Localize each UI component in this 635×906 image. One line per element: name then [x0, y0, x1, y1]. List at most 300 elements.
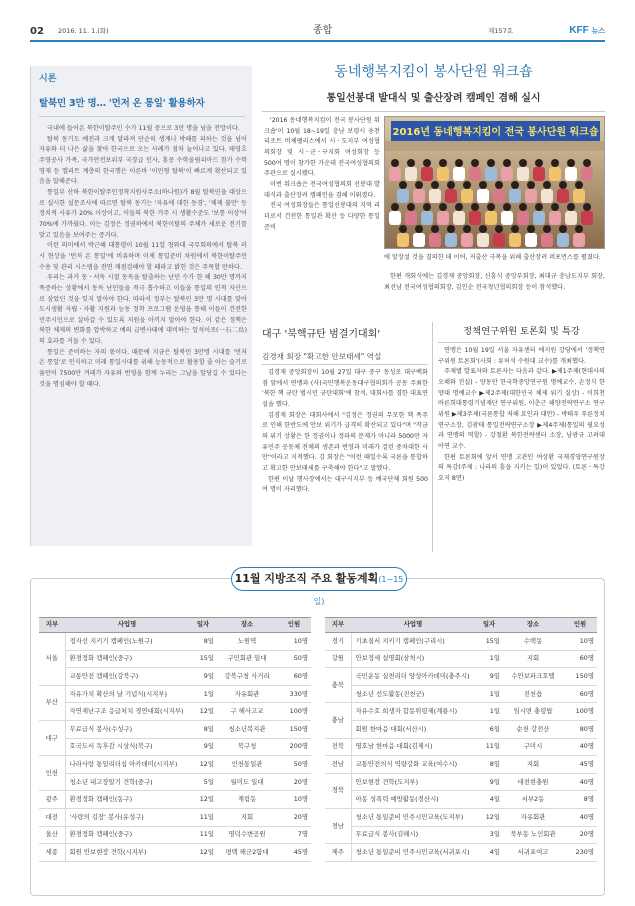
schedule-activity: 청소년 내고장알기 견학(중구)	[65, 773, 189, 791]
schedule-activity: 무료급식 봉사(김해시)	[351, 826, 475, 844]
schedule-row	[325, 720, 597, 738]
person-head	[583, 203, 591, 211]
schedule-date: 15일	[475, 633, 503, 651]
schedule-count: 40명	[563, 738, 597, 756]
person-head	[543, 225, 551, 233]
schedule-activity: 교통안전 캠페인(강북구)	[65, 668, 189, 686]
schedule-activity: 청소년 통일준비 민주시민교육(도지부)	[351, 808, 475, 826]
schedule-row	[39, 633, 311, 651]
schedule-place: 수택동	[503, 633, 563, 651]
schedule-date: 9일	[475, 668, 503, 686]
schedule-count: 10명	[277, 633, 311, 651]
person-body	[413, 233, 425, 247]
person-body	[517, 167, 529, 181]
person-head	[527, 181, 535, 189]
person-head	[551, 159, 559, 167]
person-head	[479, 225, 487, 233]
schedule-activity: 무료급식 봉사(수성구)	[65, 720, 189, 738]
schedule-count: 40명	[563, 773, 597, 791]
schedule-activity: 자유가치 확산의 날 기념식(시지부)	[65, 685, 189, 703]
schedule-region: 경북	[325, 773, 351, 808]
schedule-place: 계림동	[217, 791, 277, 809]
section-name: 종합	[313, 25, 333, 36]
schedule-date: 15일	[189, 650, 217, 668]
person-head	[527, 225, 535, 233]
schedule-date: 1일	[475, 703, 503, 721]
schedule-count: 50명	[277, 650, 311, 668]
article3-divider	[438, 342, 605, 343]
schedule-count: 150명	[563, 668, 597, 686]
schedule-date: 12일	[189, 703, 217, 721]
schedule-date: 1일	[475, 650, 503, 668]
schedule-count: 60명	[563, 650, 597, 668]
schedule-region: 인천	[39, 756, 65, 791]
schedule-activity: 호국도서 독후감 시상식(북구)	[65, 738, 189, 756]
schedule-table-left	[39, 617, 311, 862]
person-body	[421, 167, 433, 181]
person-head	[463, 225, 471, 233]
schedule-count: 45명	[277, 844, 311, 862]
schedule-count: 60명	[563, 685, 597, 703]
schedule-row	[325, 756, 597, 774]
schedule-place: 대전현충원	[503, 773, 563, 791]
person-head	[511, 181, 519, 189]
schedule-place: 서귀포여고	[503, 844, 563, 862]
column-title: 탈북민 3만 명… '먼저 온 통일' 활용하자	[39, 98, 205, 109]
col-header-place: 장소	[217, 618, 277, 633]
person-head	[439, 203, 447, 211]
schedule-activity: 환경정화 캠페인(중구)	[65, 826, 189, 844]
person-body	[477, 233, 489, 247]
person-head	[551, 203, 559, 211]
schedule-region: 대구	[39, 720, 65, 755]
schedule-region: 제주	[325, 844, 351, 862]
person-head	[415, 181, 423, 189]
schedule-title-note: (1~15일)	[313, 575, 404, 606]
schedule-date: 9일	[189, 738, 217, 756]
person-head	[519, 203, 527, 211]
article3-title: 정책연구위원 토론회 및 특강	[463, 326, 580, 337]
schedule-place: 구민회관 일대	[217, 650, 277, 668]
person-body	[405, 211, 417, 225]
schedule-row	[325, 703, 597, 721]
schedule-count: 100명	[277, 703, 311, 721]
person-body	[501, 211, 513, 225]
person-body	[461, 233, 473, 247]
person-head	[423, 203, 431, 211]
person-head	[471, 159, 479, 167]
schedule-row	[325, 844, 597, 862]
person-head	[575, 225, 583, 233]
page-header	[30, 22, 605, 42]
schedule-date: 8일	[189, 633, 217, 651]
person-head	[399, 225, 407, 233]
schedule-row	[39, 844, 311, 862]
person-head	[471, 203, 479, 211]
column-divider	[39, 116, 245, 117]
logo-text: KFF	[569, 25, 589, 36]
schedule-row	[325, 773, 597, 791]
article3-paragraph: 연맹은 10월 19일 서울 자유센터 에지원 강당에서 '정책연구위원 토론회'(사회 : 류허석 수원대 교수)를 개최했다.	[438, 347, 605, 365]
schedule-date: 9일	[189, 668, 217, 686]
page-number: 02	[30, 26, 44, 37]
article2-paragraph: 김경재 중앙회장이 10월 27일 대구 중구 동성로 대구백화점 앞에서 연맹과 (사)국민행복운동대구협의회가 공동 주최한 '북한 핵 규탄 범시민 규탄대회'에 참석, 대회사를 겸한 대표연설을 했다.	[262, 369, 428, 408]
person-body	[525, 189, 537, 203]
schedule-place: 지회	[503, 756, 563, 774]
person-head	[535, 159, 543, 167]
person-head	[439, 159, 447, 167]
person-body	[493, 233, 505, 247]
person-body	[549, 211, 561, 225]
column-separator	[432, 322, 433, 552]
person-body	[397, 189, 409, 203]
schedule-row	[39, 826, 311, 844]
person-head	[391, 159, 399, 167]
person-head	[447, 225, 455, 233]
schedule-row	[39, 720, 311, 738]
person-body	[397, 233, 409, 247]
schedule-region: 전남	[325, 756, 351, 774]
article2-divider	[262, 364, 428, 365]
schedule-row	[325, 791, 597, 809]
schedule-date: 9일	[475, 773, 503, 791]
person-body	[493, 189, 505, 203]
schedule-count: 200명	[277, 738, 311, 756]
person-body	[525, 233, 537, 247]
article3-body	[438, 346, 605, 485]
schedule-row	[39, 738, 311, 756]
schedule-row	[325, 650, 597, 668]
schedule-count: 330명	[277, 685, 311, 703]
person-body	[509, 189, 521, 203]
schedule-date: 6일	[475, 720, 503, 738]
schedule-activity: 안보정세 설명회(삼척시)	[351, 650, 475, 668]
schedule-place: 강북구청 사거리	[217, 668, 277, 686]
schedule-activity: 기초질서 지키기 캠페인(구리시)	[351, 633, 475, 651]
person-body	[573, 189, 585, 203]
schedule-place: 구 해사고교	[217, 703, 277, 721]
schedule-date: 12일	[189, 756, 217, 774]
schedule-date: 3일	[475, 826, 503, 844]
person-head	[567, 203, 575, 211]
person-head	[391, 203, 399, 211]
column-paragraph: 우리는 과거 동ㆍ서독 시절 동독을 탈출하는 난민 수가 한 해 30만 명까지 폭증하는 상황에서 동독 난민들을 적극 흡수하고 이들을 통일의 인적 자산으로 삼았던 것을 잊지 말아야 한다. 따라서 정부는 탈북민 3만 명 시대를 맞아 도시생활 자립ㆍ자활 지원과 능동 정착 프로그램 운영을 통해 이들이 건전한 민주시민으로 살아갈 수 있도록 지원을 아끼지 말아야 한다. 이 같은 정책은 북한 체제의 변화를 압박하고 예의 급변사태에 대비하는 일석이조(一石二鳥)의 효과를 거둘 수 있다.	[39, 274, 247, 346]
article3-paragraph: 한편 토론회에 앞서 연맹 고관인 여상환 국제경영연구원장의 특강(주제 : 나라의 흥을 지키는 일)이 있었다. (토론ㆍ특강 요지 8면)	[438, 453, 605, 482]
schedule-count: 10명	[563, 633, 597, 651]
person-body	[389, 167, 401, 181]
photo-banner-text: 2016년 동네행복지킴이 전국 봉사단원 워크숍	[392, 127, 599, 138]
main-lead-paragraph: 전국 여성회장들은 통일선봉대의 지역 리더로서 건전한 통일관 확산 등 다양한 통일준비	[264, 202, 380, 231]
schedule-place: 인천통일관	[217, 756, 277, 774]
schedule-activity: 회원 안보현장 견학(시지부)	[65, 844, 189, 862]
schedule-count: 80명	[563, 720, 597, 738]
main-article-divider	[262, 111, 605, 112]
person-body	[477, 189, 489, 203]
person-body	[445, 233, 457, 247]
column-paragraph: 통일부 산하 북한이탈주민정착지원사무소(하나원)가 8월 탈북민을 대상으로 실시한 설문조사에 따르면 탈북 동기는 '자유에 대한 동경', '체제 불만' 등 정치적 사유가 20% 이상이고, 이들의 북한 거주 시 생활수준도 '보통 이상'이 70%에 가까웠다. 이는 김정은 정권하에서 북한이탈의 주체가 새로운 전기를 맞고 있음을 보여주는 증거다.	[39, 188, 247, 239]
person-head	[399, 181, 407, 189]
col-header-activity: 사업명	[65, 618, 189, 633]
article2-paragraph: 김경재 회장은 대회사에서 "김정은 정권의 무모한 핵 폭주로 인해 한반도에 안보 위기가 급격히 확산되고 있다"며 "작금의 위기 상황은 한 정권이나 정파의 문제가 아니라 5000만 자유민주 공동체 전체의 생존과 번영과 미래가 걸린 중차대한 사안"이라고 지적했다. 김 회장은 "이런 때일수록 국론을 통합하고 확고한 안보태세를 구축해야 한다"고 말했다.	[262, 411, 428, 472]
schedule-count: 20명	[563, 826, 597, 844]
schedule-row	[39, 773, 311, 791]
issue-number: 제157호	[488, 27, 513, 35]
person-body	[429, 233, 441, 247]
schedule-row	[39, 808, 311, 826]
schedule-region: 충남	[325, 703, 351, 738]
schedule-box	[30, 572, 605, 896]
header-rule	[30, 40, 605, 42]
person-head	[463, 181, 471, 189]
schedule-place: 구미시	[503, 738, 563, 756]
schedule-place: 임시면 충령탑	[503, 703, 563, 721]
person-head	[543, 181, 551, 189]
col-header-date: 일자	[189, 618, 217, 633]
schedule-region: 부산	[39, 685, 65, 720]
schedule-activity: 청소년 선도활동(진천군)	[351, 685, 475, 703]
person-head	[431, 225, 439, 233]
schedule-count: 20명	[277, 808, 311, 826]
schedule-count: 150명	[277, 720, 311, 738]
schedule-count: 10명	[277, 791, 311, 809]
person-body	[501, 167, 513, 181]
person-body	[565, 211, 577, 225]
person-head	[567, 159, 575, 167]
person-body	[541, 233, 553, 247]
person-head	[559, 225, 567, 233]
person-body	[437, 167, 449, 181]
person-body	[413, 189, 425, 203]
schedule-row	[39, 668, 311, 686]
col-header-region: 지부	[39, 618, 65, 633]
schedule-table-right	[325, 617, 597, 862]
schedule-place: 자유회관	[503, 808, 563, 826]
person-body	[541, 189, 553, 203]
schedule-place: 북부동 노인회관	[503, 826, 563, 844]
person-body	[429, 189, 441, 203]
person-body	[453, 211, 465, 225]
main-article-continued: 에 앞장설 것을 결의한 데 이어, 저출산 극복을 위해 출산장려 퍼포먼스를 펼쳤다.	[384, 254, 601, 261]
person-head	[503, 159, 511, 167]
schedule-activity: 영호남 한마음 대회(김제시)	[351, 738, 475, 756]
main-lead-paragraph: 이번 워크숍은 전국여성협의회 선봉대 발대식과 출산장려 캠페인을 겸해 이뤄졌다.	[264, 180, 380, 199]
schedule-region: 울산	[39, 826, 65, 844]
person-body	[581, 167, 593, 181]
schedule-title	[231, 567, 407, 606]
person-head	[423, 159, 431, 167]
article2-paragraph: 한편 이날 행사장에서는 대구시지부 등 예국단체 회원 500여 명이 자리했다.	[262, 475, 428, 494]
group-photo	[384, 116, 605, 249]
schedule-date: 12일	[189, 791, 217, 809]
schedule-title-text: 11월 지방조직 주요 활동계획	[234, 572, 379, 585]
col-header-region: 지부	[325, 618, 351, 633]
issue-date: 2016. 11. 1.(화)	[58, 27, 109, 35]
schedule-row	[39, 650, 311, 668]
person-head	[455, 159, 463, 167]
schedule-count: 7명	[277, 826, 311, 844]
main-article-bottom	[384, 272, 605, 293]
person-head	[487, 159, 495, 167]
main-article-lead	[264, 116, 380, 233]
schedule-place: 수안보파크호텔	[503, 668, 563, 686]
schedule-place: 평택 해군2함대	[217, 844, 277, 862]
schedule-region: 대전	[39, 808, 65, 826]
schedule-place: 노원역	[217, 633, 277, 651]
person-body	[405, 167, 417, 181]
schedule-row	[325, 668, 597, 686]
schedule-row	[325, 633, 597, 651]
person-body	[421, 211, 433, 225]
person-head	[559, 181, 567, 189]
schedule-count: 230명	[563, 844, 597, 862]
person-body	[453, 167, 465, 181]
person-head	[575, 181, 583, 189]
person-head	[455, 203, 463, 211]
person-body	[437, 211, 449, 225]
schedule-count: 40명	[563, 808, 597, 826]
person-head	[407, 159, 415, 167]
schedule-row	[39, 791, 311, 809]
article2-body	[262, 368, 428, 496]
col-header-count: 인원	[277, 618, 311, 633]
schedule-place: 자유회관	[217, 685, 277, 703]
person-head	[495, 225, 503, 233]
schedule-activity: 청소년 통일준비 민주시민교육(서귀포시)	[351, 844, 475, 862]
person-body	[461, 189, 473, 203]
schedule-row	[325, 738, 597, 756]
schedule-activity: 안보현장 견학(도지부)	[351, 773, 475, 791]
column-body	[39, 124, 247, 390]
person-body	[565, 167, 577, 181]
person-body	[445, 189, 457, 203]
opinion-column	[30, 66, 252, 546]
person-head	[535, 203, 543, 211]
person-body	[517, 211, 529, 225]
person-body	[557, 233, 569, 247]
schedule-row	[39, 685, 311, 703]
schedule-activity: 자연재난구조 응급처치 경연대회(시지부)	[65, 703, 189, 721]
person-body	[533, 211, 545, 225]
person-head	[511, 225, 519, 233]
schedule-activity: 국민운동 실천리더 양성아카데미(충주시)	[351, 668, 475, 686]
person-head	[407, 203, 415, 211]
schedule-region: 서울	[39, 633, 65, 686]
person-body	[557, 189, 569, 203]
person-body	[469, 167, 481, 181]
column-paragraph: 이런 의미에서 박근혜 대통령이 10월 11일 청와대 국무회의에서 탈북 러시 현상을 '먼저 온 통일'에 비유하며 이제 통일준비 차원에서 북한이탈주민 수용 및 관리 시스템을 전면 재점검해야 할 때라고 밝힌 것은 주목할 만하다.	[39, 242, 247, 271]
schedule-place: 지회	[503, 650, 563, 668]
schedule-region: 세종	[39, 844, 65, 862]
schedule-date: 11일	[189, 826, 217, 844]
article2-title: 대구 '북핵규탄 범결기대회'	[262, 329, 381, 340]
person-head	[503, 203, 511, 211]
schedule-place: 서부2동	[503, 791, 563, 809]
article3-paragraph: 주제별 발표자와 토론자는 다음과 같다. ▶제1주제(현대사의 오해와 진실) - 양동안 한국학중앙연구원 명예교수, 손정식 한양대 명예교수 ▶제2주제(대한민국 체제 위기 실상) - 이희천 바른희대통령기념재단 연구위원, 이춘근 해양전략연구소 연구위원 ▶제3주제(국론통합 저해 요인과 대안) - 박태우 푸른정치연구소장, 김광태 통일전략연구소장 ▶제4주제(통일의 필요성과 연맹의 역할) - 강철환 북한전략센터 소장, 남광규 고려대 아연 교수.	[438, 368, 605, 450]
person-head	[415, 225, 423, 233]
schedule-activity: 환경정화 캠페인(동구)	[65, 791, 189, 809]
column-tag: 시론	[39, 74, 57, 84]
person-head	[487, 203, 495, 211]
person-head	[447, 181, 455, 189]
group-photo-illustration	[385, 117, 605, 249]
person-head	[519, 159, 527, 167]
col-header-date: 일자	[475, 618, 503, 633]
person-body	[533, 167, 545, 181]
column-paragraph: 탈북 동기도 예전과 크게 달라져 단순히 생계나 박해를 피하는 것을 넘어 자유와 더 나은 삶을 찾아 한국으로 오는 사례가 점차 늘어나고 있다. 태영호 주영공사 가족, 국가안전보위부 국장급 인사, 홍콩 수학올림피아드 참가 수학영재 등 엘리트 계층의 한국행은 이른바 '이민형 탈북'이 빠르게 확산되고 있음을 말해준다.	[39, 135, 247, 186]
main-article-subtitle: 통일선봉대 발대식 및 출산장려 캠페인 겸해 실시	[326, 93, 541, 104]
schedule-row	[325, 685, 597, 703]
schedule-region: 강원	[325, 650, 351, 668]
schedule-date: 8일	[189, 720, 217, 738]
schedule-place: 순천 강전산	[503, 720, 563, 738]
person-body	[469, 211, 481, 225]
schedule-activity: 교통안전의식 역량강화 교육(여수시)	[351, 756, 475, 774]
schedule-row	[325, 826, 597, 844]
schedule-date: 12일	[475, 808, 503, 826]
schedule-region: 경남	[325, 808, 351, 843]
schedule-region: 경기	[325, 633, 351, 651]
schedule-date: 1일	[189, 685, 217, 703]
schedule-count: 45명	[563, 756, 597, 774]
schedule-place: 북구청	[217, 738, 277, 756]
person-head	[479, 181, 487, 189]
person-body	[509, 233, 521, 247]
person-head	[431, 181, 439, 189]
col-header-count: 인원	[563, 618, 597, 633]
schedule-date: 4일	[475, 791, 503, 809]
main-lead-paragraph: '2016 동네행복지킴이 전국 봉사단원 워크숍'이 10월 18~19일 충남 보령시 웅천리조트 비체팰리스에서 시ㆍ도지부 여성협의회장 및 시ㆍ군ㆍ구지회 여성회장 등 500여 명이 참가한 가운데 전국여성협의회 주관으로 실시됐다.	[264, 117, 380, 178]
schedule-date: 8일	[475, 756, 503, 774]
schedule-region: 광주	[39, 791, 65, 809]
schedule-row	[39, 703, 311, 721]
schedule-date: 4일	[475, 844, 503, 862]
col-header-place: 장소	[503, 618, 563, 633]
column-paragraph: 국내에 들어온 북한이탈주민 수가 11월 중으로 3만 명을 넘을 전망이다.	[47, 125, 240, 132]
schedule-place: 지회	[217, 808, 277, 826]
main-article-closing: 한편 개회식에는 김경재 중앙회장, 신흥식 중앙부회장, 최대규 충남도지부 회장, 최선남 전국여성협의회장, 김인순 전국청년협의회장 등이 참석했다.	[384, 273, 605, 291]
schedule-activity: 환경정화 캠페인(중구)	[65, 650, 189, 668]
person-head	[583, 159, 591, 167]
schedule-row	[325, 808, 597, 826]
schedule-activity: 회원 한마음 대회(서산시)	[351, 720, 475, 738]
schedule-region: 충북	[325, 668, 351, 703]
main-article-title: 동네행복지킴이 봉사단원 워크숍	[334, 64, 533, 80]
schedule-date: 12일	[189, 844, 217, 862]
schedule-date: 1일	[475, 685, 503, 703]
schedule-count: 20명	[277, 773, 311, 791]
schedule-activity: 나라사랑 통일리더십 아카데미(시지부)	[65, 756, 189, 774]
schedule-count: 50명	[277, 756, 311, 774]
schedule-date: 11일	[189, 808, 217, 826]
schedule-date: 5일	[189, 773, 217, 791]
schedule-activity: '사랑의 김장' 봉사(유성구)	[65, 808, 189, 826]
col-header-activity: 사업명	[351, 618, 475, 633]
schedule-activity: 아동 성폭력 예방활동(경산시)	[351, 791, 475, 809]
schedule-count: 60명	[277, 668, 311, 686]
person-body	[485, 167, 497, 181]
person-body	[581, 211, 593, 225]
person-body	[389, 211, 401, 225]
schedule-count: 8명	[563, 791, 597, 809]
schedule-place: 청소년복지관	[217, 720, 277, 738]
schedule-date: 11일	[475, 738, 503, 756]
newspaper-logo	[569, 22, 605, 39]
schedule-place: 명덕수변공원	[217, 826, 277, 844]
schedule-place: 진천읍	[503, 685, 563, 703]
column-paragraph: 통일은 준비하는 자의 몫이다. 때문에 지금은 탈북민 3만명 시대를 '먼저 온 통일'로 인식하고 미래 통일시대를 위해 능동적으로 활용할 줄 아는 슬기로움만이 7500만 겨레가 자유와 번영을 함께 누리는 그날을 앞당길 수 있다는 것을 명심해야 할 때다.	[39, 348, 247, 388]
schedule-row	[39, 756, 311, 774]
schedule-count: 100명	[563, 703, 597, 721]
